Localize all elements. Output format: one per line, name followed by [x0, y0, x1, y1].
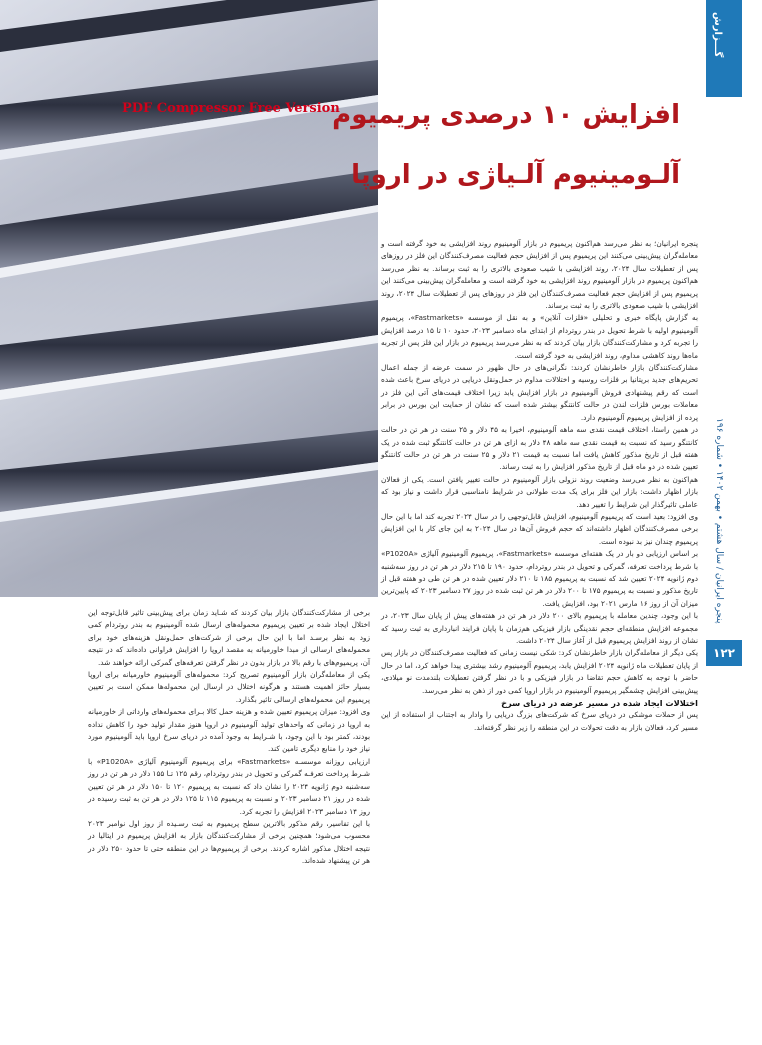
- paragraph: به گزارش پایگاه خبری و تحلیلی «فلزات آنلاین» و به نقل از موسسه «Fastmarkets»، پریمیوم آلومینیوم اولیه با شرط تحویل در بندر روتردام از ابتدای ماه دسامبر ۲۰۲۳، حدود ۱۰ تا ۱۵ درصد افزایش را تجربه کرد و مشارکت‌کنندگان بازار بیان کردند که به نظر می‌رسد پریمیوم در بازار این فلز پس از تجربه ماه‌ها روند کاهشی مداوم، روند افزایشی به خود گرفته است.: [381, 313, 698, 360]
- article-column-right: [381, 238, 698, 734]
- paragraph: وی افزود: بعید است که پریمیوم آلومینیوم، افزایش قابل‌توجهی را در سال ۲۰۲۴ تجربه کند اما با این حال برخی مصرف‌کنندگان اظهار داشته‌اند که حجم فروش آن‌ها در سال ۲۰۲۴ به این جای کار با این افزایش پریمیوم چندان نیز بد نبوده است.: [381, 511, 699, 546]
- paragraph: پنجره ایرانیان؛ به نظر می‌رسد هم‌اکنون پریمیوم در بازار آلومینیوم روند افزایشی به خود گرفته است و معامله‌گران پیش‌بینی می‌کنند این پریمیوم پس از افزایش حجم فعالیت مصرف‌کنندگان این فلز در روزهای پس از تعطیلات سال ۲۰۲۴، روند افزایشی با شیب صعودی بالاتری را به ثبت برساند. به نظر می‌رسد هم‌اکنون پریمیوم در بازار آلومینیوم روند افزایشی به خود گرفته است و معامله‌گران پیش‌بینی می‌کنند این پریمیوم پس از افزایش حجم فعالیت مصرف‌کنندگان این فلز در روزهای پس از تعطیلات سال ۲۰۲۴، روند افزایشی با شیب صعودی بالاتری را به ثبت برساند.: [381, 239, 698, 311]
- paragraph: پس از حملات موشکی در دریای سرخ که شرکت‌های بزرگ دریایی را وادار به اجتناب از استفاده از این مسیر کرد، فعالان بازار به دقت تحولات در این منطقه را زیر نظر گرفته‌اند.: [381, 710, 698, 732]
- paragraph: برخی از مشارکت‌کنندگان بازار بیان کردند که شـاید زمان برای پیش‌بینی تاثیر قابل‌توجه این اختلال ایجاد شده بر تعیین پریمیوم محموله‌های ارسال شده آلومینیوم به بندر روتردام کمی زود به نظر برسـد اما با این حال برخی از شرکت‌های حمل‌ونقل هزینه‌های خود برای محموله‌های ارسالی از مبدا خاورمیانه به مقصد اروپا را افزایش فراوانی داده‌اند که در نتیجه آن، پریمیوم‌های با رقم بالا در بازار بدون در نظر گرفتن تعرفه‌های گمرکی ارائه خواهند شد.: [88, 608, 370, 667]
- page-number: ۱۲۲: [706, 640, 742, 666]
- paragraph: مشارکت‌کنندگان بازار خاطرنشان کردند: نگرانی‌های در حال ظهور در سمت عرضه از جمله اعمال تحریم‌های جدید بریتانیا بر فلزات روسیه و اختلالات مداوم در حمل‌ونقل دریایی در دریای سرخ باعث شده است که رقم پیشنهادی فروش آلومینیوم در بازار افزایش یابد زیرا اختلاف قیمت‌های آتی این فلز در معاملات بورس فلزات لندن در حالت کانتنگو بیشتر شده است که نشان از حمایت این بورس در برابر پرده از افزایش پریمیوم آلومینیوم دارد.: [381, 363, 698, 422]
- paragraph: هم‌اکنون به نظر می‌رسد وضعیت روند نزولی بازار آلومینیوم در حالت تغییر یافتن است. یکی از فعالان بازار اظهار داشت: بازار این فلز برای یک مدت طولانی در شرایط نامناسبی قرار داشت و نیاز بود که عاملی تاثیرگذار این شرایط را تغییر دهد.: [381, 474, 698, 509]
- section-tab: [706, 0, 742, 97]
- magazine-issue-label: پنجره ایرانیان / سال هشتم • بهمن ۱۴۰۲ • شماره ۱۹۶: [714, 417, 724, 623]
- paragraph: با این وجود، چندین معامله با پریمیوم بالای ۲۰۰ دلار در هر تن در هفته‌های پیش از پایان سال ۲۰۲۳، در مجموعه افزایش منطقه‌ای حجم نقدینگی بازار فیزیکی هم‌زمان با پایان فرایند انبارداری به ثبت رسید که نشان از روند افزایش پریمیوم قبل از آغاز سال ۲۰۲۴ داشت.: [381, 611, 698, 645]
- pdf-watermark: PDF Compressor Free Version: [122, 101, 340, 116]
- article-column-left: [88, 607, 370, 868]
- paragraph: بر اساس ارزیابی دو بار در یک هفته‌ای موسسه «Fastmarkets»، پریمیوم آلومینیوم آلیاژی «P1020A» با شرط پرداخت تعرفه، گمرکی و تحویل در بندر روتردام، حدود ۱۹۰ تا ۲۱۵ دلار در هر تن در روز سه‌شنبه دوم ژانویه ۲۰۲۴ تعیین شد که نسبت به پریمیوم ۱۸۵ تا ۲۱۰ دلار تعیین شده در هر تن طی دو هفته قبل از تاریخ مذکور و نسبت به پریمیوم ۱۷۵ تا ۲۰۰ دلار در هر تن ثبت شده در روز ۲۷ دسامبر ۲۰۲۳ که پایین‌ترین میزان آن از روز ۱۶ مارس ۲۰۲۱ بود، افزایش یافت.: [381, 549, 698, 608]
- paragraph: با این تفاسیر، رقم مذکور بالاترین سطح پریمیوم به ثبت رسـیده از روز اول نوامبر ۲۰۲۳ محسوب می‌شود؛ همچنین برخی از مشارکت‌کنندگان بازار به افزایش پریمیوم در ایتالیا در نتیجه اختلال مذکور اشاره کردند. برخی از پریمیوم‌ها در این منطقه حتی تا حدود ۲۵۰ دلار در هر تن پیشنهاد شده‌اند.: [88, 818, 370, 866]
- subheading: اختلالات ایجاد شده در مسیر عرضه در دریای سرخ: [501, 698, 698, 709]
- page-sidebar: [706, 0, 742, 1045]
- paragraph: یکی دیگر از معامله‌گران بازار خاطرنشان کرد: شکی نیست زمانی که فعالیت مصرف‌کنندگان در بازار پس از پایان تعطیلات ماه ژانویه ۲۰۲۴ افزایش یابد، پریمیوم آلومینیوم رشد بیشتری پیدا خواهد کرد، اما در حال حاضر با توجه به کاهش حجم تقاضا در بازار فیزیکی و با در نظر گرفتن تعطیلات بلندمدت نو میلادی، پیش‌بینی افزایش چشمگیر پریمیوم آلومینیوم در بازار اروپا کمی دور از ذهن به نظر می‌رسد.: [381, 648, 698, 695]
- paragraph: در همین راستا، اختلاف قیمت نقدی سه ماهه آلومینیوم، اخیرا به ۴۵ دلار و ۲۵ سنت در هر تن در حالت کانتنگو رسید که نسبت به قیمت نقدی سه ماهه ۴۸ دلار به ازای هر تن در حالت کانتنگو ثبت شده در یک هفته قبل از تاریخ مذکور کاهش یافت اما نسبت به قیمت ۲۱ دلار و ۲۵ سنت در هر تن در حالت کانتنگو تعیین شده در دو ماه قبل از تاریخ مذکور افزایش را به ثبت رساند.: [381, 425, 699, 472]
- article-title-line-2: آلـومینیوم آلـیاژی در اروپا: [351, 160, 680, 190]
- section-label: گـــزارش: [712, 12, 723, 58]
- paragraph: ارزیابی روزانه موسسـه «Fastmarkets» برای پریمیوم آلومینیوم آلیاژی «P1020A» با شـرط پرداخت تعرفـه گمرکی و تحویل در بندر روتردام، رقم ۱۲۵ تـا ۱۵۵ دلار در هر تن در روز سه‌شنبه دوم ژانویه ۲۰۲۴ را نشان داد که نسبت به پریمیوم ۱۲۰ تا ۱۵۰ دلار در هر تن تعیین شده در روز ۲۱ دسامبر ۲۰۲۳ و نسبت به پریمیوم ۱۱۵ تا ۱۲۵ دلار در هر تن به ثبت رسیده در روز ۱۴ دسامبر ۲۰۲۳ افزایش را تجربه کرد.: [88, 756, 370, 816]
- paragraph: وی افزود: میزان پریمیوم تعیین شده و هزینه حمل کالا بـرای محموله‌های وارداتی از خاورمیانه به اروپا در زمانی که واحدهای تولید آلومینیوم در اروپا هنوز مقدار تولید خود را کاهش نداده بودند، کمتر بود با این وجود، با شـرایط به وجود آمده در دریای سرخ اروپا باید آلومینیوم مورد نیاز خود را منابع دیگری تامین کند.: [88, 707, 370, 754]
- article-title-line-1: افزایش ۱۰ درصدی پریمیوم: [332, 100, 680, 130]
- aluminium-profile-photo: [0, 0, 378, 597]
- paragraph: یکی از معامله‌گران بازار آلومینیوم تصریح کرد: محموله‌های آلومینیوم خاورمیانه برای اروپا بسیار حائز اهمیت هستند و هرگونه اختلال در ارسال این محموله‌ها ممکن است بر تعیین پریمیوم این محموله‌های ارسالی تاثیر بگذارد.: [88, 670, 370, 704]
